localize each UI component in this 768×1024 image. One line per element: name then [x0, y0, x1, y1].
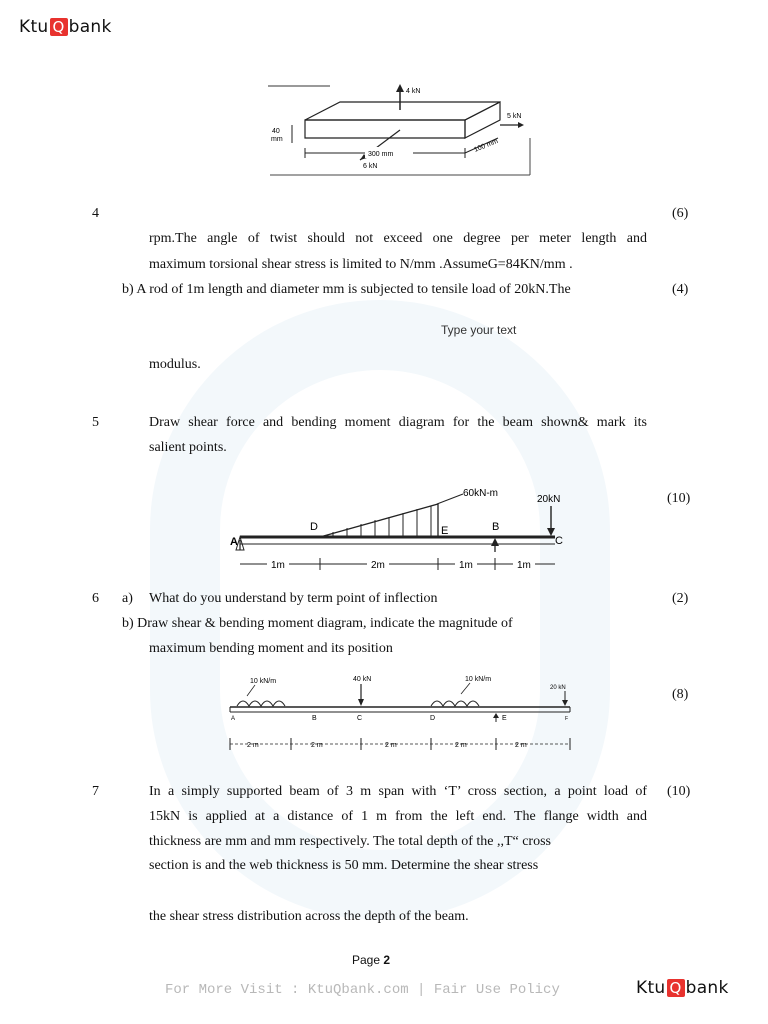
q6-span-5: 2 m: [515, 742, 527, 749]
force-up-label: 4 kN: [406, 88, 421, 95]
q4-marks-a: (6): [672, 206, 689, 221]
q7-line1: In a simply supported beam of 3 m span with ‘T’ cross section, a point load of: [149, 784, 647, 799]
q7-line2: 15kN is applied at a distance of 1 m from the left end. The flange width and: [149, 809, 647, 824]
q5-point-c: C: [555, 535, 563, 547]
logo-q-mark: Q: [50, 18, 68, 36]
force-bottom-label: 6 kN: [363, 163, 378, 170]
page-number-value: 2: [383, 953, 391, 967]
q6-span-2: 2 m: [311, 742, 323, 749]
q6-marks-b: (8): [672, 687, 689, 702]
width-label: 100 mm: [473, 137, 500, 154]
q4-line-end: modulus.: [149, 357, 201, 372]
q6-part-a-label: a): [122, 591, 133, 606]
q5-line2: salient points.: [149, 440, 227, 455]
q5-point-load-label: 20kN: [537, 494, 561, 505]
q5-point-b: B: [492, 521, 500, 533]
q6-udl2-label: 10 kN/m: [465, 676, 492, 683]
q7-line4: section is and the web thickness is 50 mm. Determine the shear stress: [149, 858, 539, 873]
q5-dim-3: 1m: [459, 560, 473, 571]
q7-line5: the shear stress distribution across the depth of the beam.: [149, 909, 469, 924]
page-label: Page: [352, 953, 381, 967]
header-logo[interactable]: [19, 17, 112, 37]
page-number: [352, 953, 390, 967]
q4-line1: rpm.The angle of twist should not exceed one degree per meter length and: [149, 231, 647, 246]
q4-number: 4: [92, 206, 99, 221]
q6-beam-figure: [225, 672, 580, 760]
q6-point-e: E: [502, 715, 507, 722]
placeholder-text[interactable]: Type your text: [441, 323, 517, 337]
footer-logo-suffix: bank: [685, 978, 729, 998]
footer-logo-prefix: Ktu: [636, 978, 666, 998]
q6-span-1: 2 m: [247, 742, 259, 749]
q5-line1: Draw shear force and bending moment diagram for the beam shown& mark its: [149, 415, 647, 430]
block-load-figure: [260, 80, 535, 180]
q5-load-label: 60kN-m: [463, 488, 499, 499]
watermark-logo: [150, 300, 610, 920]
q6-point-b: B: [312, 715, 317, 722]
q6-part-b2: maximum bending moment and its position: [149, 641, 393, 656]
length-label: 300 mm: [368, 151, 394, 158]
q6-point-d: D: [430, 715, 436, 722]
q5-number: 5: [92, 415, 99, 430]
logo-suffix: bank: [68, 17, 112, 37]
q5-point-a: A: [230, 536, 238, 548]
q6-span-4: 2 m: [455, 742, 467, 749]
q7-number: 7: [92, 784, 99, 799]
q5-point-d: D: [310, 521, 318, 533]
footer-text[interactable]: For More Visit : KtuQbank.com | Fair Use Policy: [165, 982, 560, 998]
q6-number: 6: [92, 591, 99, 606]
footer-logo-q-mark: Q: [667, 979, 685, 997]
q5-dim-1: 1m: [271, 560, 285, 571]
q6-p1-label: 40 kN: [353, 676, 372, 683]
q6-marks-a: (2): [672, 591, 689, 606]
q6-part-b1: b) Draw shear & bending moment diagram, indicate the magnitude of: [122, 616, 513, 631]
q4-line2: maximum torsional shear stress is limited to N/mm .AssumeG=84KN/mm .: [149, 257, 573, 272]
q4-part-b: b) A rod of 1m length and diameter mm is subjected to tensile load of 20kN.The: [122, 282, 571, 297]
q6-span-3: 2 m: [385, 742, 397, 749]
q7-marks: (10): [667, 784, 691, 799]
q5-marks: (10): [667, 491, 691, 506]
q5-dim-4: 1m: [517, 560, 531, 571]
q6-point-a: A: [231, 716, 236, 722]
logo-prefix: Ktu: [19, 17, 49, 37]
q4-marks-b: (4): [672, 282, 689, 297]
q7-line3: thickness are mm and mm respectively. The total depth of the ,,T“ cross: [149, 834, 551, 849]
q5-beam-figure: [225, 482, 585, 577]
q6-udl1-label: 10 kN/m: [250, 678, 277, 685]
height-label: 40: [272, 128, 280, 135]
q6-point-c: C: [357, 715, 363, 722]
height-unit-label: mm: [271, 136, 283, 143]
q6-p2-label: 20 kN: [550, 685, 566, 691]
force-right-label: 5 kN: [507, 113, 522, 120]
footer-logo[interactable]: [636, 978, 729, 998]
q5-dim-2: 2m: [371, 560, 385, 571]
q5-point-e: E: [441, 525, 449, 537]
q6-point-f: F: [565, 716, 569, 722]
q6-part-a: What do you understand by term point of inflection: [149, 591, 438, 606]
